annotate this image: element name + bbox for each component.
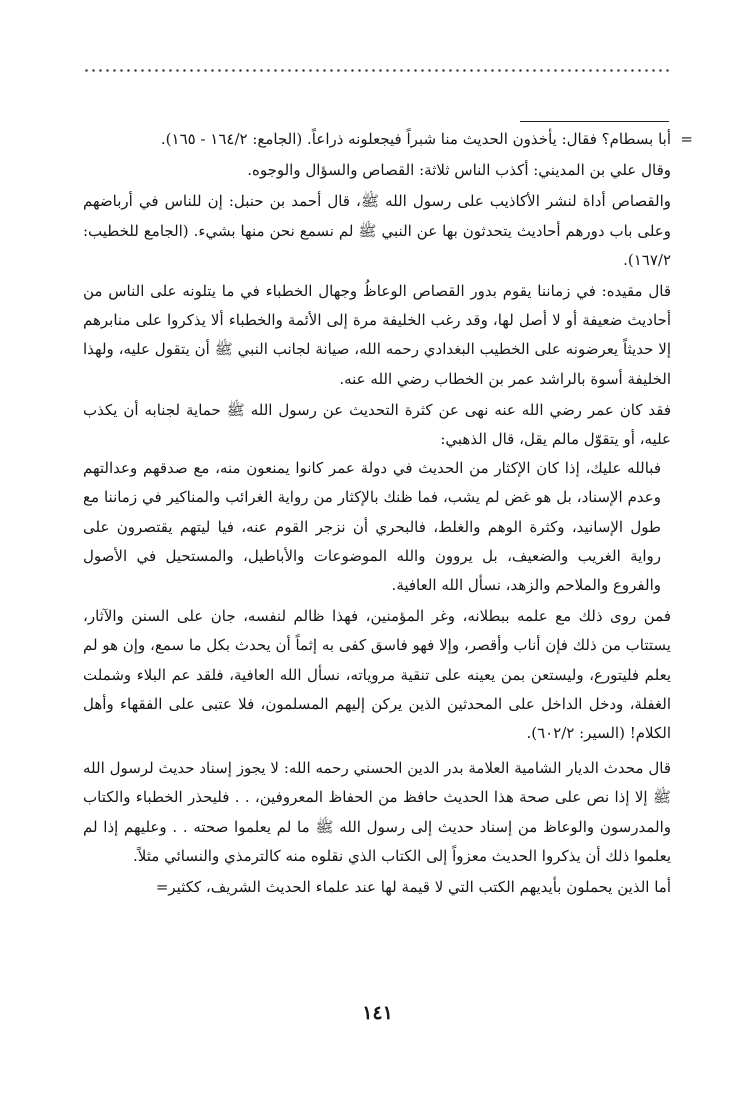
page-number: ١٤١	[362, 1002, 393, 1024]
page-body	[83, 125, 693, 902]
dotted-separator	[83, 69, 669, 72]
paragraph: فمن روى ذلك مع علمه ببطلانه، وغر المؤمنين، فهذا ظالم لنفسه، جان على السنن والآثار، يستتاب من ذلك فإن أناب وأقصر، وإلا فهو فاسق كفى به إثماً أن يحدث بكل ما سمع، وإن هو لم يعلم فليتورع، وليستعن بمن يعينه على تنقية مروياته، نسأل الله العافية، فلقد عم البلاء وشملت الغفلة، ودخل الداخل على المحدثين الذين يركن إليهم المسلمون، فلا عتبى على الفقهاء وأهل الكلام! (السير: ٦٠٢/٢).	[83, 607, 671, 743]
paragraph: والقصاص أداة لنشر الأكاذيب على رسول الله ﷺ، قال أحمد بن حنبل: إن للناس في أرباضهم وعلى باب دورهم أحاديث يتحدثون بها عن النبي ﷺ لم نسمع نحن منها بشيء. (الجامع للخطيب: ١٦٧/٢).	[83, 192, 672, 269]
paragraph: وقال علي بن المديني: أكذب الناس ثلاثة: القصاص والسؤال والوجوه.	[247, 161, 671, 180]
paragraph-text: أبا بسطام؟ فقال: يأخذون الحديث منا شبراً فيجعلونه ذراعاً. (الجامع: ١٦٤/٢ - ١٦٥).	[160, 130, 671, 148]
continuation-marker: =	[680, 130, 693, 148]
footnote-rule	[520, 121, 669, 122]
paragraph: قال محدث الديار الشامية العلامة بدر الدين الحسني رحمه الله: لا يجوز إسناد حديث لرسول الله ﷺ إلا إذا نص على صحة هذا الحديث حافظ من الحفاظ المعروفين، . . فليحذر الخطباء والكتاب والمدرسون والوعاظ من إسناد حديث إلى رسول الله ﷺ ما لم يعلموا صحته . . وعليهم إذا لم يعلموا ذلك أن يذكروا الحديث معزواً إلى الكتاب الذي نقلوه منه كالترمذي والنسائي مثلاً.	[83, 759, 671, 865]
paragraph: قال مقيده: في زماننا يقوم بدور القصاص الوعاظُ وجهال الخطباء في ما يتلونه على الناس من أحاديث ضعيفة أو لا أصل لها، وقد رغب الخليفة مرة إلى الأئمة والخطباء ألا يذكروا على منابرهم إلا حديثاً يعرضونه على الخطيب البغدادي رحمه الله، صيانة لجانب النبي ﷺ أن يتقول عليه، ولهذا الخليفة أسوة بالراشد عمر بن الخطاب رضي الله عنه.	[83, 282, 671, 388]
paragraph: أما الذين يحملون بأيديهم الكتب التي لا قيمة لها عند علماء الحديث الشريف، ككثير=	[155, 878, 671, 897]
paragraph-footnote-continuation	[83, 125, 693, 154]
paragraph: فقد كان عمر رضي الله عنه نهى عن كثرة التحديث عن رسول الله ﷺ حماية لجنابه أن يكذب عليه، أو يتقوّل مالم يقل، قال الذهبي:	[83, 400, 671, 449]
quoted-paragraph: فبالله عليك، إذا كان الإكثار من الحديث في دولة عمر كانوا يمنعون منه، مع صدقهم وعدالتهم وعدم الإسناد، بل هو غض لم يشب، فما ظنك بالإكثار من رواية الغرائب والمناكير في زماننا مع طول الإسانيد، وكثرة الوهم والغلط، فالبحري أن نزجر القوم عنه، فيا ليتهم يقتصرون على رواية الغريب والضعيف، بل يروون والله الموضوعات والأباطيل، والمستحيل في الأصول والفروع والملاحم والزهد، نسأل الله العافية.	[83, 459, 661, 595]
